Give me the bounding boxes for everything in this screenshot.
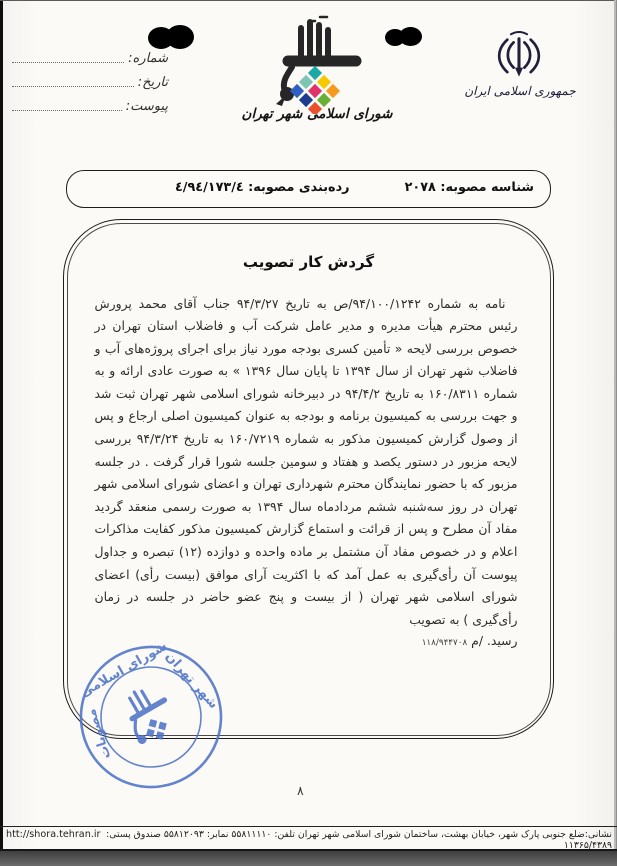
approval-id-value: ۲۰۷۸ bbox=[404, 180, 436, 195]
scan-edge-bottom bbox=[0, 849, 617, 866]
field-number-label: شماره: bbox=[128, 51, 168, 66]
closing-word: رسید. /م bbox=[471, 633, 518, 649]
field-date bbox=[12, 73, 168, 90]
approval-id bbox=[405, 180, 534, 195]
field-date-label: تاریخ: bbox=[137, 75, 168, 90]
field-number-blank-line bbox=[12, 62, 124, 63]
iran-emblem-icon bbox=[492, 28, 546, 82]
footer bbox=[6, 829, 612, 851]
stamp-center-logo-icon bbox=[116, 681, 181, 751]
field-date-blank-line bbox=[12, 86, 134, 87]
tehran-council-logo-icon bbox=[268, 14, 363, 114]
classification-id bbox=[175, 180, 350, 195]
stamp-ring-text-right: شهر تهران bbox=[162, 649, 221, 712]
header-reference-fields bbox=[12, 49, 168, 121]
approval-id-bar bbox=[66, 170, 551, 208]
classification-value: ٤/٩٤/١٧٣/٤ bbox=[175, 180, 244, 195]
archive-number: ۱۱۸/۹۴۴۷۰۸ bbox=[421, 638, 468, 649]
approval-id-label: شناسه مصوبه: bbox=[440, 180, 534, 195]
field-attachment-label: پیوست: bbox=[125, 99, 168, 114]
document-title: گردش کار تصویب bbox=[242, 252, 375, 271]
footer-website-url: htt://shora.tehran.ir bbox=[6, 829, 101, 840]
field-attachment bbox=[12, 97, 168, 114]
scan-edge-left bbox=[0, 0, 3, 866]
field-attachment-blank-line bbox=[12, 110, 122, 111]
stamp-ring-text-left: مصوبات bbox=[84, 706, 115, 761]
footer-address-text: نشانی:ضلع جنوبی پارک شهر، خیابان بهشت، ساختمان شورای اسلامی شهر تهران تلفن: ۵۵۸۱۱۱۱۰ نمابر: ۵۵۸۱۲۰۹۳ صندوق پستی: ۱۱۳۶۵/۴۳۸۹ bbox=[106, 829, 612, 851]
scan-edge-top bbox=[0, 0, 617, 1]
council-name-text: شورای اسلامی شهر تهران bbox=[241, 106, 393, 122]
page-number: ۸ bbox=[297, 783, 304, 798]
stamp-ring-text-top: شورای اسلامی bbox=[77, 638, 170, 701]
footer-divider bbox=[0, 826, 617, 827]
document-body-text: نامه به شماره ۹۴/۱۰۰/۱۲۴۲/ص به تاریخ ۹۴/۳/۲۷ جناب آقای محمد پرورش رئیس محترم هیأت مدیره و مدیر عامل شرکت آب و فاضلاب استان تهران در خصوص بررسی لایحه « تأمین کسری بودجه مورد نیاز برای اجرای پروژه‌های آب و فاضلاب شهر تهران از سال ۱۳۹۴ تا پایان سال ۱۳۹۶ » به صورت عادی ارائه و به شماره ۱۶۰/۸۳۱۱ به تاریخ ۹۴/۴/۲ در دبیرخانه شورای اسلامی شهر تهران ثبت شد و جهت بررسی به کمیسیون برنامه و بودجه به عنوان کمیسیون اصلی ارجاع و پس از وصول گزارش کمیسیون مذکور به شماره ۱۶۰/۷۲۱۹ به تاریخ ۹۴/۳/۲۴ بررسی لایحه مزبور در دستور یکصد و هفتاد و سومین جلسه شورا قرار گرفت . در جلسه مزبور که با حضور نمایندگان محترم شهرداری تهران و اعضای شورای اسلامی شهر تهران در روز سه‌شنبه ششم مردادماه سال ۱۳۹۴ به صورت رسمی منعقد گردید مفاد آن مطرح و پس از قرائت و استماع گزارش کمیسیون مذکور کفایت مذاکرات اعلام و در خصوص مفاد آن مشتمل بر ماده واحده و دوازده (۱۲) تبصره و جداول پیوست آن رأی‌گیری به عمل آمد که با اکثریت آرای موافق (بیست رأی) اعضای شورای اسلامی شهر تهران ( از بیست و پنج عضو حاضر در جلسه در زمان رأی‌گیری ) به تصویب bbox=[94, 295, 518, 627]
field-number bbox=[12, 49, 168, 66]
classification-label: رده‌بندی مصوبه: bbox=[248, 180, 350, 195]
emblem-caption-text: جمهوری اسلامی ایران bbox=[464, 84, 576, 98]
